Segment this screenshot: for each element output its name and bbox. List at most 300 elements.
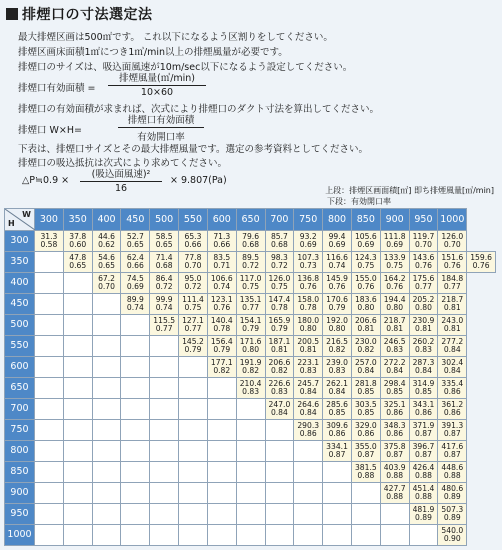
table-cell xyxy=(380,231,409,252)
empty-cell xyxy=(63,504,92,525)
airflow-value: 147.4 xyxy=(268,295,291,304)
height-header: 850 xyxy=(5,462,35,483)
opening-ratio-value: 0.79 xyxy=(213,345,231,354)
airflow-value: 89.5 xyxy=(242,253,260,262)
width-header: 350 xyxy=(63,209,92,231)
height-header: 450 xyxy=(5,294,35,315)
opening-ratio-value: 0.75 xyxy=(184,303,202,312)
airflow-value: 329.0 xyxy=(354,421,377,430)
table-cell xyxy=(207,231,236,252)
opening-ratio-value: 0.85 xyxy=(415,387,432,396)
table-cell xyxy=(351,462,380,483)
empty-cell xyxy=(63,483,92,504)
airflow-value: 260.2 xyxy=(412,337,435,346)
empty-cell xyxy=(35,441,64,462)
table-cell xyxy=(265,336,294,357)
opening-ratio-value: 0.81 xyxy=(443,324,461,333)
table-cell xyxy=(63,231,92,252)
airflow-value: 218.7 xyxy=(383,316,406,325)
empty-cell xyxy=(35,504,64,525)
corner-w-label: W xyxy=(22,210,31,219)
airflow-value: 111.8 xyxy=(383,232,406,241)
opening-ratio-value: 0.76 xyxy=(299,282,317,291)
empty-cell xyxy=(63,273,92,294)
airflow-value: 65.3 xyxy=(184,232,202,241)
table-cell xyxy=(236,252,265,273)
width-header: 850 xyxy=(351,209,380,231)
opening-ratio-value: 0.84 xyxy=(299,408,317,417)
width-header: 950 xyxy=(409,209,438,231)
empty-cell xyxy=(63,294,92,315)
opening-ratio-value: 0.88 xyxy=(415,492,432,501)
table-cell xyxy=(380,483,409,504)
empty-cell xyxy=(35,462,64,483)
table-cell xyxy=(236,336,265,357)
table-cell xyxy=(380,315,409,336)
airflow-value: 155.0 xyxy=(354,274,377,283)
table-cell xyxy=(294,336,323,357)
empty-cell xyxy=(121,441,150,462)
airflow-value: 245.7 xyxy=(297,379,320,388)
airflow-value: 287.3 xyxy=(412,358,435,367)
empty-cell xyxy=(179,441,208,462)
airflow-value: 119.7 xyxy=(412,232,435,241)
airflow-value: 223.1 xyxy=(297,358,320,367)
airflow-value: 210.4 xyxy=(239,379,262,388)
airflow-value: 281.8 xyxy=(354,379,377,388)
empty-cell xyxy=(380,504,409,525)
opening-ratio-value: 0.74 xyxy=(213,282,231,291)
airflow-value: 154.1 xyxy=(239,316,262,325)
table-cell xyxy=(207,357,236,378)
empty-cell xyxy=(179,357,208,378)
table-cell xyxy=(323,294,352,315)
table-cell xyxy=(409,504,438,525)
empty-cell xyxy=(35,252,64,273)
size-selection-table xyxy=(4,208,496,546)
airflow-value: 480.6 xyxy=(441,484,464,493)
empty-cell xyxy=(63,357,92,378)
table-cell xyxy=(438,294,467,315)
opening-ratio-value: 0.86 xyxy=(357,429,375,438)
empty-cell xyxy=(207,483,236,504)
opening-ratio-value: 0.86 xyxy=(443,387,461,396)
empty-cell xyxy=(409,525,438,546)
table-cell xyxy=(380,357,409,378)
opening-ratio-value: 0.83 xyxy=(415,345,432,354)
opening-ratio-value: 0.80 xyxy=(415,303,432,312)
table-cell xyxy=(380,378,409,399)
airflow-value: 71.4 xyxy=(155,253,173,262)
empty-cell xyxy=(121,315,150,336)
airflow-value: 187.1 xyxy=(268,337,291,346)
opening-ratio-value: 0.87 xyxy=(328,450,346,459)
table-cell xyxy=(467,252,496,273)
formula1-fraction xyxy=(108,70,206,98)
airflow-value: 86.4 xyxy=(155,274,173,283)
opening-ratio-value: 0.75 xyxy=(242,282,260,291)
empty-cell xyxy=(236,441,265,462)
airflow-value: 361.2 xyxy=(441,400,464,409)
empty-cell xyxy=(35,420,64,441)
empty-cell xyxy=(92,504,121,525)
paragraph-3-line-1: 下表は、排煙口サイズとその最大排煙風量です。選定の参考資料としてください。 xyxy=(18,144,368,155)
table-row xyxy=(5,315,496,336)
table-cell xyxy=(265,357,294,378)
airflow-value: 184.8 xyxy=(441,274,464,283)
airflow-value: 67.2 xyxy=(98,274,115,283)
table-cell xyxy=(179,315,208,336)
table-cell xyxy=(294,357,323,378)
width-header: 800 xyxy=(323,209,352,231)
table-cell xyxy=(265,252,294,273)
table-cell xyxy=(294,315,323,336)
opening-ratio-value: 0.80 xyxy=(299,324,317,333)
opening-ratio-value: 0.62 xyxy=(98,240,115,249)
opening-ratio-value: 0.69 xyxy=(386,240,404,249)
airflow-value: 507.3 xyxy=(441,505,464,514)
table-cell xyxy=(323,378,352,399)
opening-ratio-value: 0.76 xyxy=(415,261,432,270)
airflow-value: 314.9 xyxy=(412,379,435,388)
opening-ratio-value: 0.66 xyxy=(184,240,202,249)
opening-ratio-value: 0.72 xyxy=(270,261,288,270)
empty-cell xyxy=(207,378,236,399)
opening-ratio-value: 0.84 xyxy=(357,366,375,375)
airflow-value: 191.9 xyxy=(239,358,262,367)
airflow-value: 264.6 xyxy=(297,400,320,409)
table-cell xyxy=(265,273,294,294)
table-corner xyxy=(5,209,35,231)
height-header: 950 xyxy=(5,504,35,525)
empty-cell xyxy=(207,525,236,546)
airflow-value: 230.9 xyxy=(412,316,435,325)
table-cell xyxy=(294,420,323,441)
table-cell xyxy=(323,273,352,294)
airflow-value: 417.6 xyxy=(441,442,464,451)
table-cell xyxy=(438,525,467,546)
table-cell xyxy=(438,462,467,483)
empty-cell xyxy=(236,525,265,546)
airflow-value: 37.8 xyxy=(69,232,87,241)
opening-ratio-value: 0.72 xyxy=(155,282,173,291)
airflow-value: 218.7 xyxy=(441,295,464,304)
height-header: 500 xyxy=(5,315,35,336)
airflow-value: 156.4 xyxy=(210,337,233,346)
airflow-value: 117.0 xyxy=(239,274,262,283)
empty-cell xyxy=(207,462,236,483)
opening-ratio-value: 0.87 xyxy=(386,450,404,459)
airflow-value: 239.0 xyxy=(326,358,348,367)
airflow-value: 143.6 xyxy=(412,253,435,262)
airflow-value: 277.2 xyxy=(441,337,464,346)
table-cell xyxy=(351,357,380,378)
opening-ratio-value: 0.87 xyxy=(415,429,432,438)
airflow-value: 243.0 xyxy=(441,316,464,325)
table-cell xyxy=(150,294,179,315)
table-cell xyxy=(380,441,409,462)
opening-ratio-value: 0.88 xyxy=(386,471,404,480)
empty-cell xyxy=(265,504,294,525)
width-header: 1000 xyxy=(438,209,467,231)
table-row xyxy=(5,336,496,357)
opening-ratio-value: 0.78 xyxy=(270,303,288,312)
empty-cell xyxy=(236,462,265,483)
table-row xyxy=(5,525,496,546)
table-cell xyxy=(351,420,380,441)
paragraph-2: 排煙口の有効面積が求まれば、次式により排煙口のダクト寸法を算出してください。 xyxy=(18,104,380,115)
table-cell xyxy=(380,399,409,420)
table-row xyxy=(5,252,496,273)
table-cell xyxy=(438,483,467,504)
table-cell xyxy=(323,399,352,420)
opening-ratio-value: 0.85 xyxy=(386,387,404,396)
opening-ratio-value: 0.80 xyxy=(242,345,260,354)
opening-ratio-value: 0.69 xyxy=(357,240,375,249)
empty-cell xyxy=(121,525,150,546)
width-header: 750 xyxy=(294,209,323,231)
airflow-value: 206.6 xyxy=(268,358,291,367)
opening-ratio-value: 0.84 xyxy=(443,345,461,354)
opening-ratio-value: 0.89 xyxy=(443,492,461,501)
empty-cell xyxy=(35,273,64,294)
opening-ratio-value: 0.83 xyxy=(242,387,260,396)
airflow-value: 52.7 xyxy=(126,232,144,241)
empty-cell xyxy=(179,525,208,546)
empty-cell xyxy=(294,462,323,483)
empty-cell xyxy=(323,483,352,504)
empty-cell xyxy=(294,483,323,504)
airflow-value: 107.3 xyxy=(297,253,320,262)
table-row xyxy=(5,357,496,378)
airflow-value: 303.5 xyxy=(354,400,377,409)
empty-cell xyxy=(35,336,64,357)
table-cell xyxy=(438,420,467,441)
empty-cell xyxy=(35,357,64,378)
empty-cell xyxy=(35,399,64,420)
opening-ratio-value: 0.69 xyxy=(328,240,346,249)
table-cell xyxy=(265,294,294,315)
opening-ratio-value: 0.68 xyxy=(270,240,288,249)
empty-cell xyxy=(35,315,64,336)
table-cell xyxy=(323,420,352,441)
table-cell xyxy=(409,441,438,462)
airflow-value: 98.3 xyxy=(270,253,288,262)
empty-cell xyxy=(265,483,294,504)
table-body xyxy=(5,231,496,546)
formula2-denominator: 有効開口率 xyxy=(137,132,185,143)
opening-ratio-value: 0.70 xyxy=(184,261,202,270)
empty-cell xyxy=(207,420,236,441)
table-cell xyxy=(438,504,467,525)
empty-cell xyxy=(150,357,179,378)
opening-ratio-value: 0.88 xyxy=(357,471,375,480)
table-cell xyxy=(351,399,380,420)
table-cell xyxy=(409,378,438,399)
opening-ratio-value: 0.82 xyxy=(328,345,346,354)
empty-cell xyxy=(179,420,208,441)
opening-ratio-value: 0.79 xyxy=(328,303,346,312)
opening-ratio-value: 0.65 xyxy=(126,240,144,249)
empty-cell xyxy=(63,525,92,546)
empty-cell xyxy=(265,525,294,546)
empty-cell xyxy=(92,483,121,504)
opening-ratio-value: 0.75 xyxy=(357,261,375,270)
empty-cell xyxy=(35,525,64,546)
table-cell xyxy=(438,399,467,420)
airflow-value: 200.5 xyxy=(297,337,320,346)
airflow-value: 481.9 xyxy=(412,505,435,514)
empty-cell xyxy=(92,357,121,378)
empty-cell xyxy=(92,294,121,315)
height-header: 550 xyxy=(5,336,35,357)
opening-ratio-value: 0.76 xyxy=(443,261,461,270)
table-cell xyxy=(351,441,380,462)
opening-ratio-value: 0.87 xyxy=(443,429,461,438)
empty-cell xyxy=(121,462,150,483)
opening-ratio-value: 0.74 xyxy=(155,303,173,312)
empty-cell xyxy=(380,525,409,546)
table-cell xyxy=(438,315,467,336)
opening-ratio-value: 0.84 xyxy=(415,366,432,375)
opening-ratio-value: 0.69 xyxy=(299,240,317,249)
table-cell xyxy=(179,336,208,357)
width-header: 300 xyxy=(35,209,64,231)
airflow-value: 145.2 xyxy=(182,337,204,346)
opening-ratio-value: 0.80 xyxy=(328,324,346,333)
table-cell xyxy=(351,252,380,273)
page-title: 排煙口の寸法選定法 xyxy=(6,4,153,24)
table-cell xyxy=(179,252,208,273)
table-cell xyxy=(207,294,236,315)
opening-ratio-value: 0.81 xyxy=(415,324,432,333)
table-cell xyxy=(294,231,323,252)
empty-cell xyxy=(92,378,121,399)
opening-ratio-value: 0.75 xyxy=(270,282,288,291)
formula3-numerator: (吸込面風速)² xyxy=(80,166,162,182)
table-cell xyxy=(351,336,380,357)
opening-ratio-value: 0.84 xyxy=(443,366,461,375)
table-cell xyxy=(438,378,467,399)
airflow-value: 180.0 xyxy=(297,316,320,325)
opening-ratio-value: 0.86 xyxy=(415,408,432,417)
table-cell xyxy=(236,273,265,294)
airflow-value: 396.7 xyxy=(412,442,435,451)
opening-ratio-value: 0.86 xyxy=(386,429,404,438)
corner-h-label: H xyxy=(8,219,15,228)
formula1-numerator: 排煙風量(㎥/min) xyxy=(108,70,206,86)
airflow-value: 272.2 xyxy=(383,358,406,367)
table-cell xyxy=(380,420,409,441)
formula3-fraction xyxy=(80,166,162,194)
opening-ratio-value: 0.88 xyxy=(415,471,432,480)
empty-cell xyxy=(265,441,294,462)
opening-ratio-value: 0.84 xyxy=(270,408,288,417)
airflow-value: 145.9 xyxy=(326,274,348,283)
airflow-value: 54.6 xyxy=(98,253,115,262)
width-header: 700 xyxy=(265,209,294,231)
empty-cell xyxy=(207,399,236,420)
table-cell xyxy=(323,336,352,357)
opening-ratio-value: 0.72 xyxy=(184,282,202,291)
empty-cell xyxy=(351,483,380,504)
empty-cell xyxy=(351,525,380,546)
opening-ratio-value: 0.74 xyxy=(126,303,144,312)
width-header: 450 xyxy=(121,209,150,231)
opening-ratio-value: 0.81 xyxy=(443,303,461,312)
airflow-value: 47.8 xyxy=(69,253,87,262)
table-cell xyxy=(236,315,265,336)
table-cell xyxy=(409,273,438,294)
airflow-value: 165.9 xyxy=(268,316,291,325)
airflow-value: 448.6 xyxy=(441,463,464,472)
opening-ratio-value: 0.82 xyxy=(213,366,231,375)
table-cell xyxy=(236,231,265,252)
airflow-value: 135.1 xyxy=(239,295,262,304)
empty-cell xyxy=(294,441,323,462)
table-cell xyxy=(294,294,323,315)
airflow-value: 105.6 xyxy=(354,232,377,241)
airflow-value: 262.1 xyxy=(326,379,348,388)
table-cell xyxy=(294,252,323,273)
table-cell xyxy=(265,378,294,399)
square-bullet-icon xyxy=(6,8,18,20)
empty-cell xyxy=(121,483,150,504)
table-row xyxy=(5,483,496,504)
width-header: 500 xyxy=(150,209,179,231)
opening-ratio-value: 0.76 xyxy=(328,282,346,291)
airflow-value: 83.5 xyxy=(213,253,231,262)
airflow-value: 115.5 xyxy=(153,316,176,325)
airflow-value: 540.0 xyxy=(441,526,464,535)
opening-ratio-value: 0.71 xyxy=(213,261,231,270)
opening-ratio-value: 0.76 xyxy=(357,282,375,291)
airflow-value: 140.4 xyxy=(210,316,233,325)
empty-cell xyxy=(35,378,64,399)
height-header: 650 xyxy=(5,378,35,399)
opening-ratio-value: 0.87 xyxy=(443,450,461,459)
airflow-value: 371.9 xyxy=(412,421,435,430)
opening-ratio-value: 0.74 xyxy=(328,261,346,270)
empty-cell xyxy=(179,483,208,504)
table-cell xyxy=(438,273,467,294)
table-cell xyxy=(409,483,438,504)
height-header: 300 xyxy=(5,231,35,252)
opening-ratio-value: 0.89 xyxy=(443,513,461,522)
opening-ratio-value: 0.85 xyxy=(357,408,375,417)
airflow-value: 426.4 xyxy=(412,463,435,472)
airflow-value: 77.8 xyxy=(184,253,202,262)
table-cell xyxy=(323,252,352,273)
airflow-value: 334.1 xyxy=(326,442,348,451)
opening-ratio-value: 0.83 xyxy=(299,366,317,375)
opening-ratio-value: 0.65 xyxy=(98,261,115,270)
opening-ratio-value: 0.70 xyxy=(443,240,461,249)
table-cell xyxy=(409,294,438,315)
table-cell xyxy=(323,315,352,336)
opening-ratio-value: 0.81 xyxy=(270,345,288,354)
airflow-value: 298.4 xyxy=(383,379,406,388)
empty-cell xyxy=(150,378,179,399)
airflow-value: 247.0 xyxy=(268,400,291,409)
opening-ratio-value: 0.87 xyxy=(357,450,375,459)
table-cell xyxy=(409,252,438,273)
empty-cell xyxy=(63,420,92,441)
empty-cell xyxy=(323,525,352,546)
height-header: 700 xyxy=(5,399,35,420)
table-cell xyxy=(351,294,380,315)
formula1-denominator: 10×60 xyxy=(140,87,174,98)
